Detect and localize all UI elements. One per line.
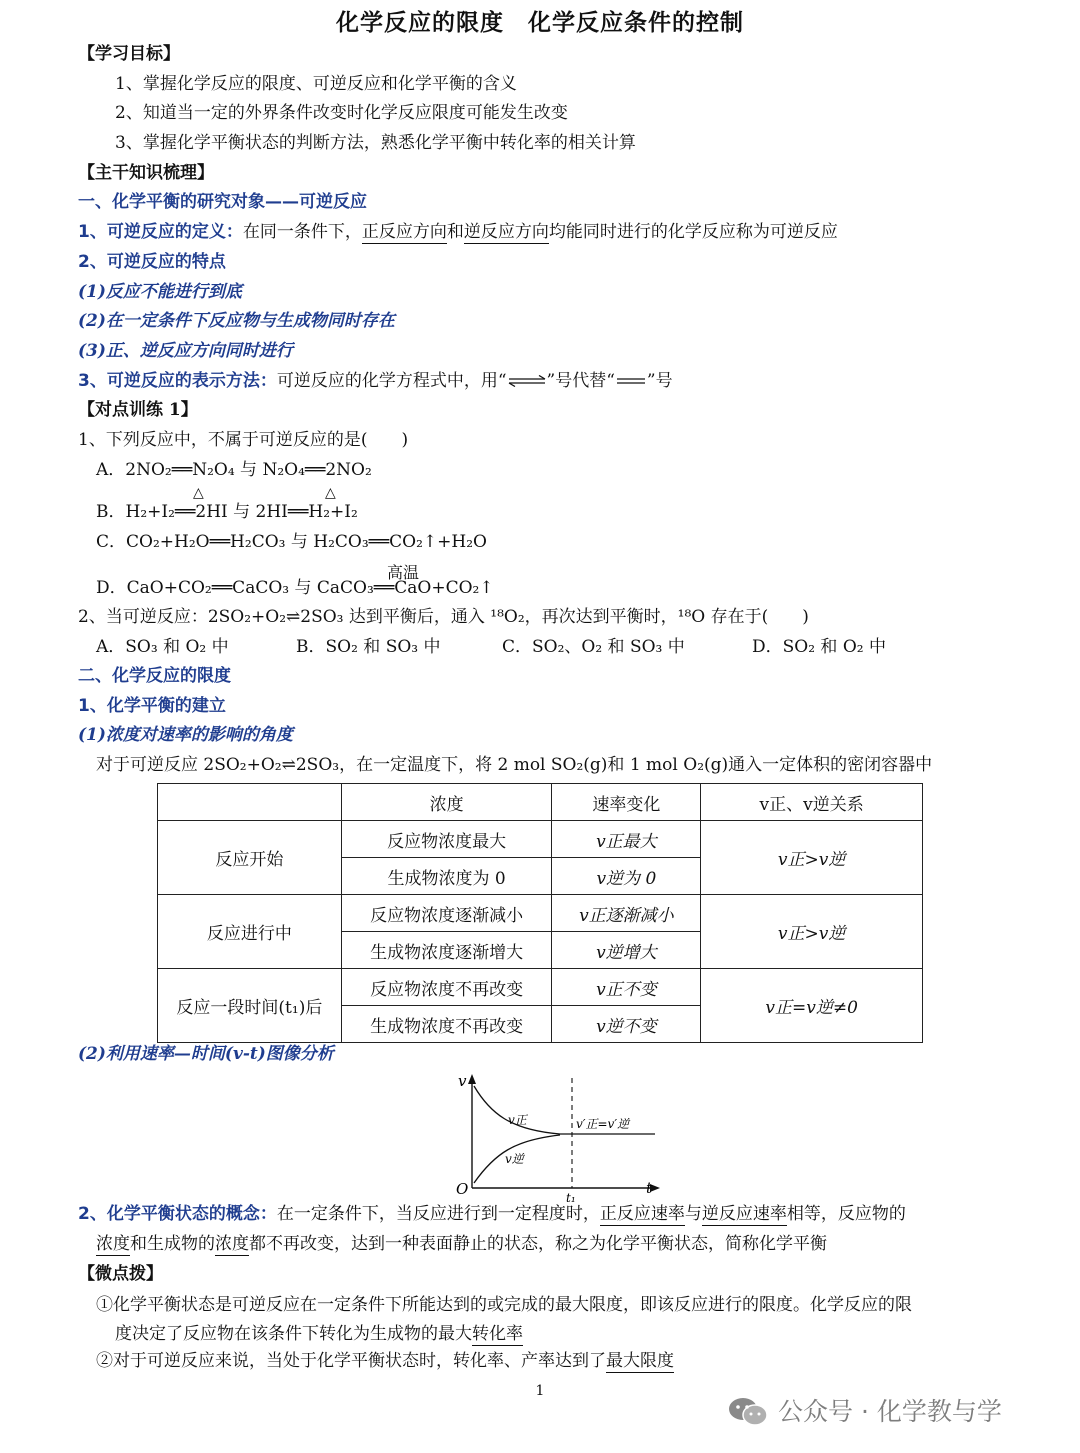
tip-1-text: 度决定了反应物在该条件下转化为生成物的最大 [115, 1324, 472, 1344]
tip-1-line-2 [115, 1322, 523, 1346]
definition-label: 1、可逆反应的定义： [78, 222, 243, 242]
forward-direction: 正反应方向 [361, 222, 447, 242]
features-heading: 2、可逆反应的特点 [78, 252, 226, 272]
conversion-rate-term: 转化率 [472, 1324, 523, 1344]
definition-text-b: 和 [446, 222, 464, 242]
section-2-sub-1: 1、化学平衡的建立 [78, 696, 226, 716]
tip-1-line-1: ①化学平衡状态是可逆反应在一定条件下所能达到的或完成的最大限度，即该反应进行的限度。化学反应的限 [96, 1295, 912, 1315]
high-temperature-label: 高温 [387, 563, 420, 582]
feature-1: (1)反应不能进行到底 [78, 282, 242, 302]
watermark: 公众号 · 化学教与学 [778, 1397, 1002, 1426]
concentration-angle: (1)浓度对速率的影响的角度 [78, 725, 293, 745]
table-row [158, 821, 923, 858]
equilibrium-intro: 对于可逆反应 2SO₂+O₂⇌2SO₃，在一定温度下，将 2 mol SO₂(g)和 1 mol O₂(g)通入一定体积的密闭容器中 [96, 755, 933, 775]
equilibrium-concept-line-2 [96, 1232, 827, 1256]
table-header-cell [158, 784, 342, 821]
question-1-stem: 1、下列反应中，不属于可逆反应的是( ) [78, 430, 409, 450]
definition-text-a: 在同一条件下， [242, 222, 362, 242]
stage-cell: 反应进行中 [158, 895, 342, 969]
feature-3: (3)正、逆反应方向同时进行 [78, 341, 293, 361]
graph-t-axis-label: t [646, 1179, 653, 1197]
representation-text-c: ”号 [646, 371, 673, 391]
goal-3: 3、掌握化学平衡状态的判断方法，熟悉化学平衡中转化率的相关计算 [115, 133, 636, 153]
graph-reverse-rate-label: v逆 [505, 1152, 524, 1166]
maximum-limit-term: 最大限度 [606, 1351, 674, 1371]
graph-origin-label: O [456, 1180, 469, 1198]
equal-sign-icon [615, 370, 647, 394]
representation-text-b: ”号代替“ [546, 371, 615, 391]
definition-text-c: 均能同时进行的化学反应称为可逆反应 [548, 222, 838, 242]
heat-symbol-2: △ [325, 485, 336, 501]
relation-cell: v正>v逆 [701, 821, 923, 895]
table-header-cell: 浓度 [341, 784, 552, 821]
concentration-cell: 反应物浓度不再改变 [341, 969, 552, 1006]
concentration-cell: 反应物浓度逐渐减小 [341, 895, 552, 932]
reverse-rate-term: 逆反应速率 [701, 1204, 787, 1224]
table-row [158, 969, 923, 1006]
vt-graph-heading: (2)利用速率—时间(v-t)图像分析 [78, 1044, 334, 1064]
table-header-row [158, 784, 923, 821]
stage-cell: 反应开始 [158, 821, 342, 895]
drill-tag: 【对点训练 1】 [78, 400, 198, 420]
section-1-heading: 一、化学平衡的研究对象——可逆反应 [78, 192, 367, 212]
question-2-option-b: B．SO₂ 和 SO₃ 中 [296, 637, 441, 657]
concentration-cell: 生成物浓度不再改变 [341, 1006, 552, 1043]
definition-line [78, 220, 838, 244]
concept-text-c: 相等，反应物的 [786, 1204, 906, 1224]
concentration-cell: 生成物浓度逐渐增大 [341, 932, 552, 969]
vt-graph [450, 1068, 680, 1203]
table-row [158, 895, 923, 932]
question-1-option-d: D．CaO+CO₂══CaCO₃ 与 CaCO₃══CaO+CO₂↑ [96, 578, 494, 598]
representation-line [78, 369, 673, 394]
rate-cell: v逆为 0 [552, 858, 701, 895]
feature-2: (2)在一定条件下反应物与生成物同时存在 [78, 311, 395, 331]
goal-1: 1、掌握化学反应的限度、可逆反应和化学平衡的含义 [115, 74, 517, 94]
rate-cell: v正逐渐减小 [552, 895, 701, 932]
representation-text-a: 可逆反应的化学方程式中，用“ [276, 371, 507, 391]
stage-cell: 反应一段时间(t₁)后 [158, 969, 342, 1043]
representation-label: 3、可逆反应的表示方法： [78, 371, 277, 391]
equilibrium-table [157, 783, 923, 1043]
question-1-option-c: C．CO₂+H₂O══H₂CO₃ 与 H₂CO₃══CO₂↑+H₂O [96, 532, 487, 552]
graph-t1-label: t₁ [566, 1191, 576, 1203]
graph-equal-rate-label: v′正=v′逆 [576, 1117, 630, 1131]
question-1-option-a: A．2NO₂══N₂O₄ 与 N₂O₄══2NO₂ [96, 460, 372, 480]
heat-symbol-1: △ [193, 485, 204, 501]
question-1-option-b: B．H₂+I₂══2HI 与 2HI══H₂+I₂ [96, 502, 358, 522]
relation-cell: v正=v逆≠0 [701, 969, 923, 1043]
question-2-option-a: A．SO₃ 和 O₂ 中 [96, 637, 229, 657]
rate-cell: v正最大 [552, 821, 701, 858]
page-title: 化学反应的限度 化学反应条件的控制 [336, 10, 744, 36]
table-header-cell: 速率变化 [552, 784, 701, 821]
product-concentration-term: 浓度 [215, 1234, 249, 1254]
relation-cell: v正>v逆 [701, 895, 923, 969]
wechat-icon [728, 1396, 770, 1428]
tips-tag: 【微点拨】 [78, 1264, 163, 1284]
knowledge-tag: 【主干知识梳理】 [78, 163, 214, 183]
graph-v-axis-label: v [458, 1072, 467, 1090]
reverse-direction: 逆反应方向 [463, 222, 549, 242]
equilibrium-concept-line-1 [78, 1202, 906, 1226]
rate-cell: v逆不变 [552, 1006, 701, 1043]
concentration-cell: 反应物浓度最大 [341, 821, 552, 858]
page-number: 1 [535, 1383, 545, 1399]
goals-tag: 【学习目标】 [78, 44, 180, 64]
tip-2 [96, 1349, 674, 1373]
question-2-option-d: D．SO₂ 和 O₂ 中 [752, 637, 886, 657]
tip-2-text: ②对于可逆反应来说，当处于化学平衡状态时，转化率、产率达到了 [96, 1351, 606, 1371]
rate-cell: v正不变 [552, 969, 701, 1006]
concept-text-d: 和生成物的 [130, 1234, 215, 1254]
goal-2: 2、知道当一定的外界条件改变时化学反应限度可能发生改变 [115, 103, 568, 123]
concept-text-e: 都不再改变，达到一种表面静止的状态，称之为化学平衡状态，简称化学平衡 [249, 1234, 827, 1254]
question-2-option-c: C．SO₂、O₂ 和 SO₃ 中 [502, 637, 685, 657]
equilibrium-concept-label: 2、化学平衡状态的概念： [78, 1204, 277, 1224]
reactant-concentration-term: 浓度 [96, 1234, 130, 1254]
question-2-stem: 2、当可逆反应：2SO₂+O₂⇌2SO₃ 达到平衡后，通入 ¹⁸O₂，再次达到平衡时，¹⁸O 存在于( ) [78, 607, 809, 627]
concept-text-b: 与 [684, 1204, 702, 1224]
concept-text-a: 在一定条件下，当反应进行到一定程度时， [276, 1204, 600, 1224]
rate-cell: v逆增大 [552, 932, 701, 969]
table-header-cell: v正、v逆关系 [701, 784, 923, 821]
graph-forward-rate-label: v正 [508, 1113, 527, 1127]
section-2-heading: 二、化学反应的限度 [78, 666, 231, 686]
forward-rate-term: 正反应速率 [599, 1204, 685, 1224]
reversible-arrow-icon [507, 370, 547, 394]
concentration-cell: 生成物浓度为 0 [341, 858, 552, 895]
